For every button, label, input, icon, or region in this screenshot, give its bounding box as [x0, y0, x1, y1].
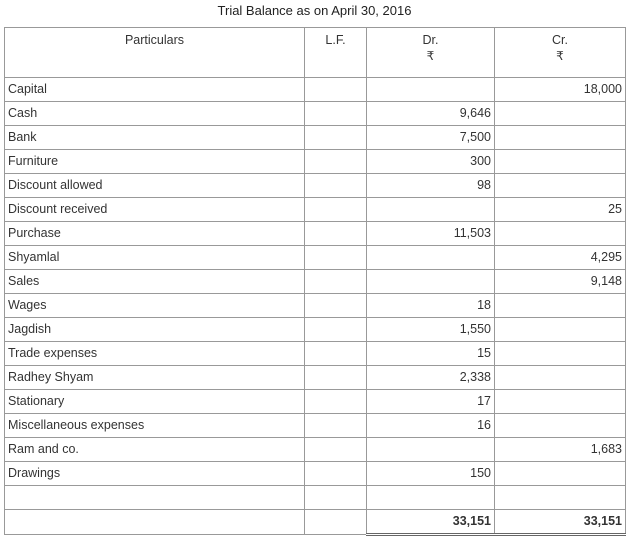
debit-cell: 1,550	[367, 318, 495, 342]
credit-cell	[495, 294, 626, 318]
table-row	[5, 126, 626, 150]
particular-cell: Stationary	[5, 390, 305, 414]
total-row	[5, 510, 626, 535]
header-dr-label: Dr.	[422, 33, 439, 47]
credit-cell	[495, 342, 626, 366]
credit-cell	[495, 102, 626, 126]
particular-cell	[5, 486, 305, 510]
header-row	[5, 28, 626, 78]
header-particulars-label: Particulars	[124, 33, 185, 47]
lf-cell	[305, 270, 367, 294]
credit-total: 33,151	[495, 510, 626, 535]
table-row	[5, 78, 626, 102]
credit-cell	[495, 366, 626, 390]
particular-cell: Drawings	[5, 462, 305, 486]
particular-cell: Miscellaneous expenses	[5, 414, 305, 438]
particular-cell: Discount allowed	[5, 174, 305, 198]
header-lf	[305, 28, 367, 78]
rupee-icon: ₹	[556, 49, 564, 63]
lf-cell	[305, 78, 367, 102]
lf-cell	[305, 510, 367, 535]
credit-cell	[495, 486, 626, 510]
trial-balance-table	[4, 27, 626, 536]
lf-cell	[305, 390, 367, 414]
particular-cell: Cash	[5, 102, 305, 126]
debit-cell: 11,503	[367, 222, 495, 246]
debit-cell	[367, 198, 495, 222]
particular-cell: Wages	[5, 294, 305, 318]
credit-cell	[495, 174, 626, 198]
particular-cell: Capital	[5, 78, 305, 102]
particular-cell: Ram and co.	[5, 438, 305, 462]
debit-cell: 17	[367, 390, 495, 414]
particular-cell: Bank	[5, 126, 305, 150]
lf-cell	[305, 294, 367, 318]
debit-cell: 9,646	[367, 102, 495, 126]
lf-cell	[305, 246, 367, 270]
lf-cell	[305, 438, 367, 462]
debit-cell	[367, 438, 495, 462]
credit-cell: 1,683	[495, 438, 626, 462]
table-row	[5, 438, 626, 462]
empty-row	[5, 486, 626, 510]
lf-cell	[305, 198, 367, 222]
table-row	[5, 366, 626, 390]
lf-cell	[305, 366, 367, 390]
particular-cell: Jagdish	[5, 318, 305, 342]
table-row	[5, 246, 626, 270]
credit-cell	[495, 462, 626, 486]
header-dr	[367, 28, 495, 78]
particular-cell: Trade expenses	[5, 342, 305, 366]
debit-cell: 98	[367, 174, 495, 198]
lf-cell	[305, 150, 367, 174]
credit-cell: 25	[495, 198, 626, 222]
lf-cell	[305, 126, 367, 150]
particular-cell: Discount received	[5, 198, 305, 222]
particular-cell: Furniture	[5, 150, 305, 174]
table-row	[5, 414, 626, 438]
credit-cell	[495, 414, 626, 438]
lf-cell	[305, 414, 367, 438]
table-row	[5, 342, 626, 366]
table-title: Trial Balance as on April 30, 2016	[217, 3, 412, 18]
table-row	[5, 174, 626, 198]
debit-cell	[367, 246, 495, 270]
table-row	[5, 462, 626, 486]
particular-cell: Shyamlal	[5, 246, 305, 270]
debit-cell: 15	[367, 342, 495, 366]
debit-cell: 150	[367, 462, 495, 486]
credit-cell	[495, 222, 626, 246]
table-row	[5, 198, 626, 222]
credit-cell: 4,295	[495, 246, 626, 270]
credit-cell	[495, 390, 626, 414]
lf-cell	[305, 318, 367, 342]
particular-cell: Purchase	[5, 222, 305, 246]
header-cr-label: Cr.	[552, 33, 568, 47]
particular-cell	[5, 510, 305, 535]
table-row	[5, 390, 626, 414]
credit-cell	[495, 150, 626, 174]
credit-cell: 9,148	[495, 270, 626, 294]
lf-cell	[305, 102, 367, 126]
particular-cell: Radhey Shyam	[5, 366, 305, 390]
rupee-icon: ₹	[426, 49, 435, 63]
table-row	[5, 102, 626, 126]
table-row	[5, 270, 626, 294]
table-row	[5, 318, 626, 342]
credit-cell	[495, 126, 626, 150]
debit-cell	[367, 78, 495, 102]
particular-cell: Sales	[5, 270, 305, 294]
table-row	[5, 150, 626, 174]
debit-cell: 18	[367, 294, 495, 318]
lf-cell	[305, 222, 367, 246]
lf-cell	[305, 462, 367, 486]
debit-cell: 7,500	[367, 126, 495, 150]
debit-cell: 2,338	[367, 366, 495, 390]
debit-total: 33,151	[367, 510, 495, 535]
credit-cell	[495, 318, 626, 342]
lf-cell	[305, 174, 367, 198]
header-particulars	[5, 28, 305, 78]
table-row	[5, 222, 626, 246]
debit-cell: 16	[367, 414, 495, 438]
header-cr	[495, 28, 626, 78]
debit-cell	[367, 270, 495, 294]
lf-cell	[305, 486, 367, 510]
debit-cell	[367, 486, 495, 510]
table-row	[5, 294, 626, 318]
header-lf-label: L.F.	[325, 33, 346, 47]
lf-cell	[305, 342, 367, 366]
debit-cell: 300	[367, 150, 495, 174]
credit-cell: 18,000	[495, 78, 626, 102]
